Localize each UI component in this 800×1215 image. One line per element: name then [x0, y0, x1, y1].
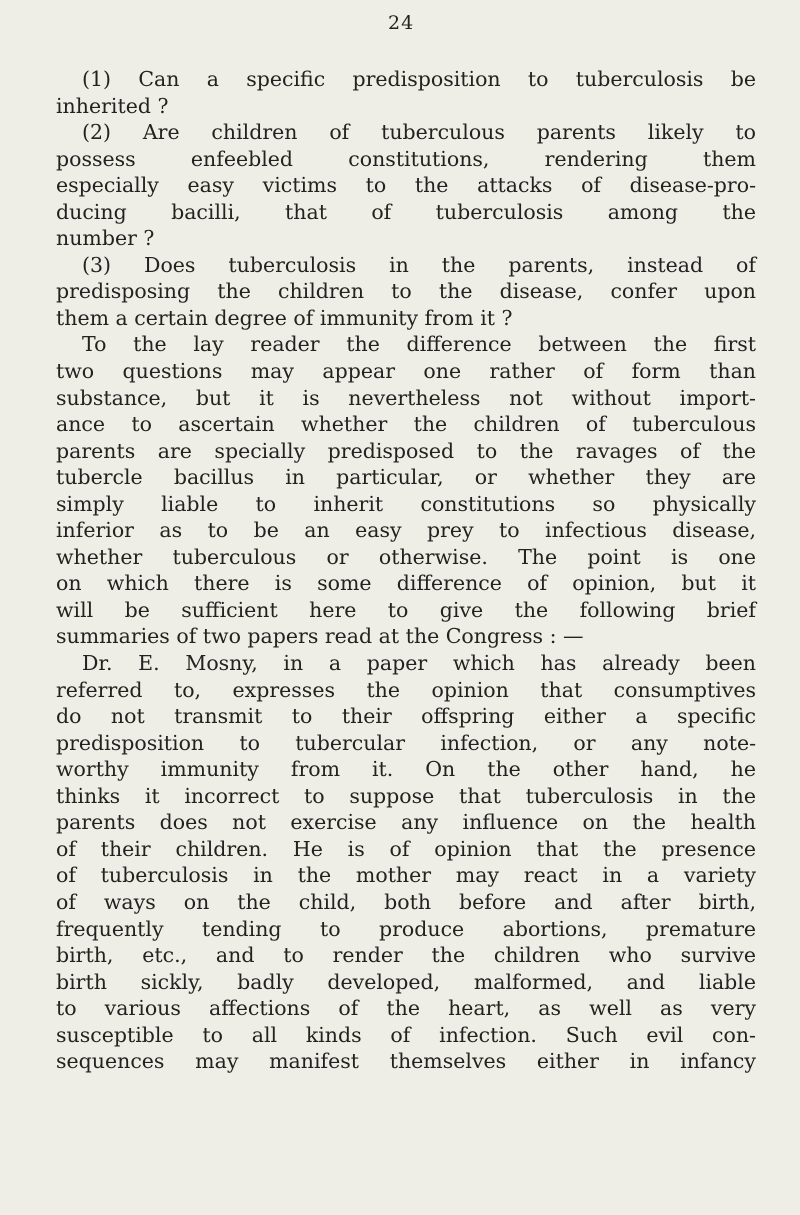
- text-line: inherited ?: [56, 93, 169, 118]
- text-line: worthy immunity from it. On the other hand, he: [56, 757, 756, 782]
- text-line: birth, etc., and to render the children who survive: [56, 943, 756, 968]
- text-line: ducing bacilli, that of tuberculosis among the: [56, 199, 756, 224]
- body-text: [56, 66, 756, 1075]
- text-line: predisposing the children to the disease, confer upon: [56, 279, 756, 304]
- text-line: To the lay reader the difference between the first: [82, 332, 756, 357]
- text-line: thinks it incorrect to suppose that tuberculosis in the: [56, 783, 756, 808]
- text-line: especially easy victims to the attacks of disease-pro-: [56, 173, 756, 198]
- text-line: do not transmit to their offspring either a specific: [56, 704, 756, 729]
- text-line: will be sufficient here to give the following brief: [56, 597, 756, 622]
- text-line: number ?: [56, 226, 155, 251]
- text-line: sequences may manifest themselves either in infancy: [56, 1049, 756, 1074]
- page-number: 24: [388, 12, 415, 34]
- text-line: substance, but it is nevertheless not without import-: [56, 385, 756, 410]
- text-line: them a certain degree of immunity from it ?: [56, 305, 513, 330]
- text-line: whether tuberculous or otherwise. The point is one: [56, 544, 756, 569]
- text-line: predisposition to tubercular infection, or any note-: [56, 730, 756, 755]
- text-line: of tuberculosis in the mother may react in a variety: [56, 863, 756, 888]
- text-line: of their children. He is of opinion that the presence: [56, 836, 756, 861]
- text-line: summaries of two papers read at the Congress : —: [56, 624, 584, 649]
- text-line: simply liable to inherit constitutions so physically: [56, 491, 756, 516]
- text-line: of ways on the child, both before and after birth,: [56, 889, 756, 914]
- text-line: two questions may appear one rather of form than: [56, 359, 756, 384]
- text-line: parents does not exercise any influence on the health: [56, 810, 756, 835]
- text-line: tubercle bacillus in particular, or whether they are: [56, 465, 756, 490]
- text-line: ance to ascertain whether the children of tuberculous: [56, 412, 756, 437]
- text-line: referred to, expresses the opinion that consumptives: [56, 677, 756, 702]
- text-line: (3) Does tuberculosis in the parents, instead of: [82, 252, 756, 277]
- text-line: susceptible to all kinds of infection. Such evil con-: [56, 1022, 756, 1047]
- text-line: inferior as to be an easy prey to infectious disease,: [56, 518, 756, 543]
- text-line: (2) Are children of tuberculous parents likely to: [82, 120, 756, 145]
- text-line: parents are specially predisposed to the ravages of the: [56, 438, 756, 463]
- text-line: to various affections of the heart, as well as very: [56, 996, 756, 1021]
- text-line: on which there is some difference of opinion, but it: [56, 571, 756, 596]
- text-line: birth sickly, badly developed, malformed, and liable: [56, 969, 756, 994]
- text-line: (1) Can a specific predisposition to tuberculosis be: [82, 67, 756, 91]
- text-line: possess enfeebled constitutions, rendering them: [56, 146, 756, 171]
- text-line: Dr. E. Mosny, in a paper which has already been: [82, 651, 756, 676]
- text-line: frequently tending to produce abortions, premature: [56, 916, 756, 941]
